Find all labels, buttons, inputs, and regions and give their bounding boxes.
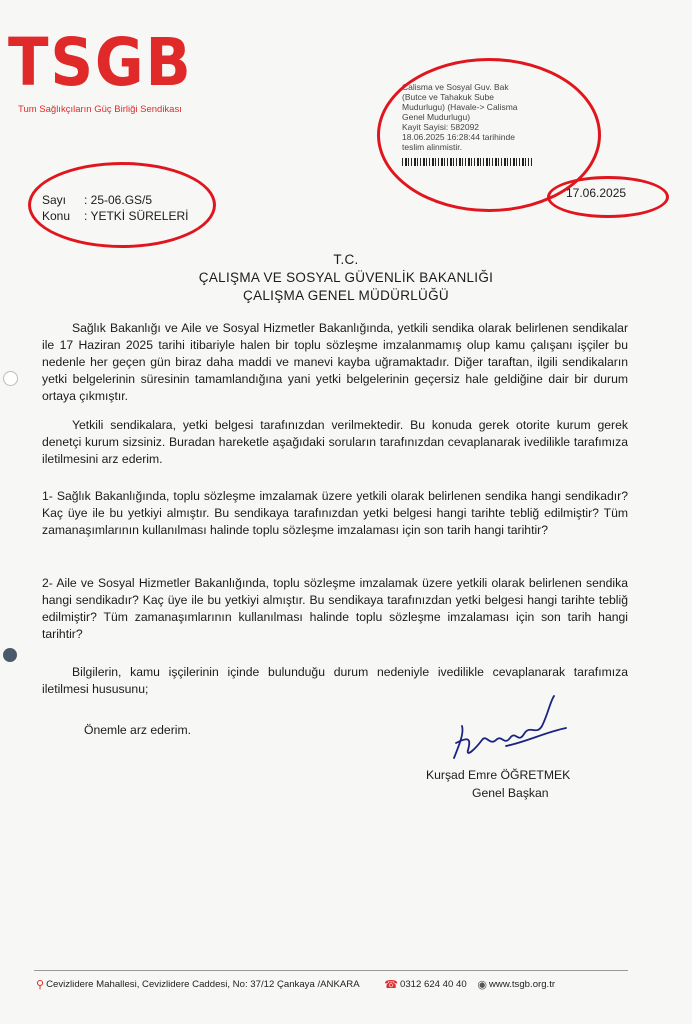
heading-ministry: ÇALIŞMA VE SOSYAL GÜVENLİK BAKANLIĞI: [198, 270, 494, 285]
handwritten-signature: [446, 688, 576, 768]
closing-paragraph: Bilgilerin, kamu işçilerinin içinde bulunduğu durum nedeniyle ivedilikle cevaplanarak tarafımıza iletilmesi hususunu;: [42, 665, 628, 696]
location-pin-icon: ⚲: [36, 979, 45, 991]
receipt-line: Genel Mudurlugu): [402, 112, 471, 122]
footer-address: Cevizlidere Mahallesi, Cevizlidere Caddesi, No: 37/12 Çankaya /ANKARA: [46, 979, 360, 990]
heading-directorate: ÇALIŞMA GENEL MÜDÜRLÜĞÜ: [243, 288, 449, 303]
body-paragraph-1: Sağlık Bakanlığı ve Aile ve Sosyal Hizmetler Bakanlığında, yetkili sendika olarak belirlenen sendikalar ile 17 Haziran 2025 tarihi itibariyle halen bir toplu sözleşme imzalanmamış olup kamu çalışanı işçiler bu nedenle her geçen gün biraz daha maddi ve manevi kayba uğramaktadır. Diğer taraftan, ilgili sendikaların yetki belgelerinin süresinin tamamlandığına yani yetki belgelerinin geçersiz hale geldiğine dair bir durum ortaya çıkmıştır.: [42, 321, 628, 403]
konu-label: Konu: [42, 209, 71, 223]
footer-divider: [34, 970, 628, 971]
date-highlight-circle: [547, 176, 669, 218]
phone-icon: ☎: [384, 979, 398, 991]
binder-hole: [3, 371, 18, 386]
signer-title: Genel Başkan: [472, 786, 549, 800]
question-1: 1- Sağlık Bakanlığında, toplu sözleşme imzalamak üzere yetkili olarak belirlenen sendika hangi sendikadır? Kaç üye ile bu yetkiyi almıştır. Bu sendikaya tarafınızdan yetki belgesi hangi tarihte tebliğ edilmiştir? Tüm zamanaşımlarının kullanılması halinde toplu sözleşme imzalaması için son tarih hangi tarihtir?: [42, 489, 628, 537]
receipt-line: Mudurlugu) (Havale-> Calisma: [402, 102, 518, 112]
signer-name: Kurşad Emre ÖĞRETMEK: [426, 768, 571, 782]
tsgb-logo: [8, 24, 213, 115]
receipt-line: 18.06.2025 16:28:44 tarihinde: [402, 132, 515, 142]
logo-text: TSGB: [8, 24, 193, 101]
closing-line: Önemle arz ederim.: [84, 723, 192, 737]
sayi-value: : 25-06.GS/5: [84, 193, 153, 207]
logo-subtitle: Tum Sağlıkçıların Güç Birliği Sendikası: [18, 104, 182, 115]
globe-icon: ◉: [477, 979, 487, 991]
sayi-label: Sayı: [42, 193, 67, 207]
konu-value: : YETKİ SÜRELERİ: [84, 209, 189, 223]
receipt-line: teslim alinmistir.: [402, 142, 462, 152]
heading-tc: T.C.: [333, 252, 359, 267]
footer-web: www.tsgb.org.tr: [488, 979, 556, 990]
receipt-line: (Butce ve Tahakuk Sube: [402, 92, 494, 102]
body-paragraph-2: Yetkili sendikalara, yetki belgesi tarafınızdan verilmektedir. Bu konuda gerek otorite kurum gerek denetçi kurum sizsiniz. Buradan hareketle aşağıdaki soruların tarafınızdan cevaplanarak ivedilikle tarafımıza iletilmesini arz ederim.: [42, 418, 628, 466]
footer-phone: 0312 624 40 40: [399, 979, 467, 990]
receipt-line: Calisma ve Sosyal Guv. Bak: [402, 82, 509, 92]
question-2: 2- Aile ve Sosyal Hizmetler Bakanlığında, toplu sözleşme imzalamak üzere yetkili olarak belirlenen sendika hangi sendikadır? Kaç üye ile bu yetkiyi almıştır. Bu sendikaya tarafınızdan yetki belgesi hangi tarihte tebliğ edilmiştir? Tüm zamanaşımlarının kullanılması halinde toplu sözleşme imzalaması için son tarih hangi tarihtir?: [42, 576, 628, 641]
binder-hole: [3, 648, 17, 662]
footer: [36, 978, 636, 991]
reference-highlight-circle: [28, 162, 216, 248]
receipt-line: Kayit Sayisi: 582092: [402, 122, 480, 132]
letter-date: 17.06.2025: [566, 186, 627, 200]
